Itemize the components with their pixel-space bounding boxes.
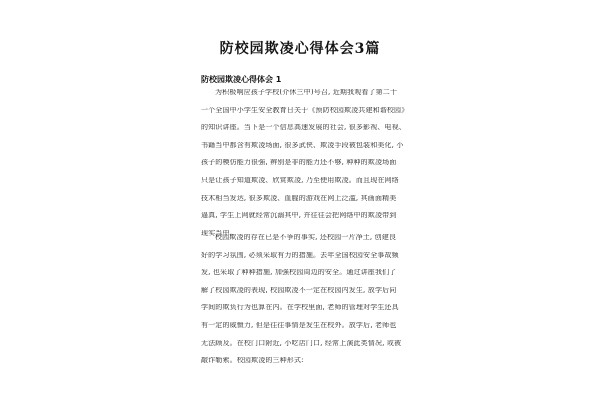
paragraph-1: [201, 89, 409, 247]
paragraph-2: [201, 234, 409, 375]
paragraph-line: 书籍当中都含有欺凌场面, 很多武侠、欺凌手段被包装和美化, 小: [201, 141, 404, 149]
paragraph-line: 一个全国中小学生安全教育日关于《预防校园欺凌共建和谐校园》: [201, 106, 409, 114]
paragraph-line: 敲诈勒索。校园欺凌的三种形式:: [201, 357, 304, 365]
paragraph-line: 的知识讲座。当下是一个信息高速发展的社会, 很多影视、电视、: [201, 124, 406, 132]
section-heading: 防校园欺凌心得体会 1: [201, 75, 282, 84]
document-title: 防校园欺凌心得体会3篇: [219, 41, 381, 57]
paragraph-line: 孩子的模仿能力很强, 辨别是非的能力还不够, 种种的欺凌场面: [201, 159, 397, 167]
paragraph-line: 有一定的威慑力, 但是往往事情是发生在校外。放学后, 老师也: [201, 321, 397, 329]
paragraph-line: 技术相当发达, 很多欺凌、血腥的游戏在网上泛滥, 其画面精美: [201, 194, 397, 202]
paragraph-line: 现实当中。: [201, 229, 237, 237]
paragraph-line: 无法顾及。在校门口附近, 小吃店门口, 经常上演此类情况, 或被: [201, 339, 402, 347]
paragraph-line: 校园欺凌的存在已是不争的事实, 还校园一片净土, 创建良: [215, 234, 397, 241]
paragraph-line: 学间的欺负行为也算在内。在学校里面, 老师的管理对学生还具: [201, 304, 399, 312]
paragraph-line: 只是让孩子知道欺凌、欣赏欺凌, 乃至使用欺凌。而且现在网络: [201, 176, 399, 184]
paragraph-line: 为积极响应孩子学校(介休三中)号召, 近期我观看了第二十: [215, 89, 398, 96]
paragraph-line: 解了校园欺凌的表现, 校园欺凌不一定在校园内发生, 放学后同: [201, 286, 397, 294]
paragraph-line: 逼真, 学生上网就经常沉溺其中, 并往往会把网络中的欺凌带到: [201, 212, 397, 220]
paragraph-line: 好的学习氛围, 必须采取有力的措施。去年全国校园安全事故频: [201, 251, 399, 259]
paragraph-line: 发, 也采取了种种措施, 加强校园周边的安全。通过讲座我们了: [201, 269, 397, 277]
